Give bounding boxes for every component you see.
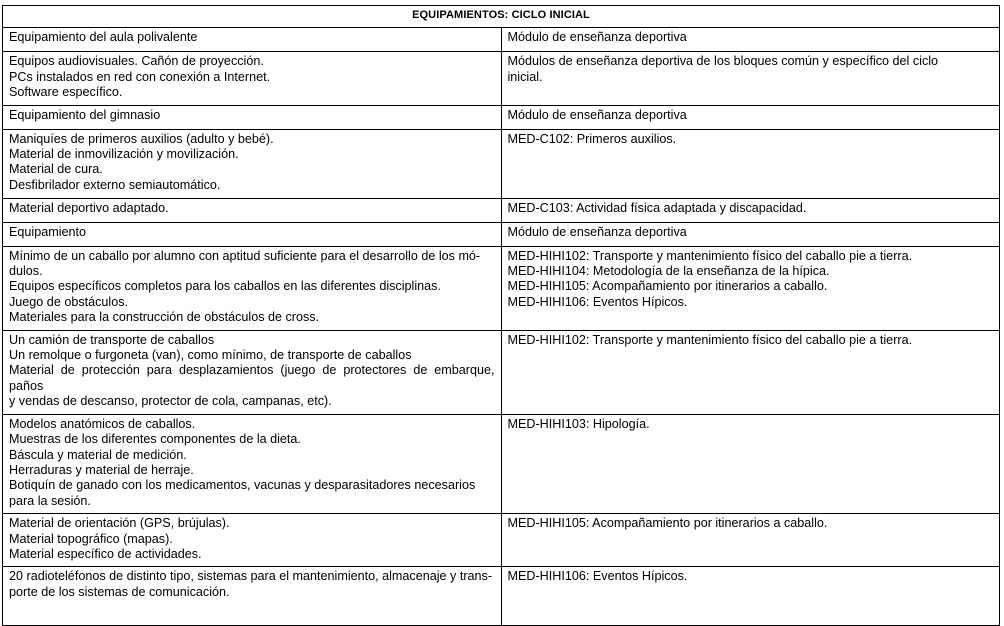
cell-text-line: MED-HIHI102: Transporte y mantenimiento físico del caballo pie a tierra. [507, 248, 913, 263]
cell-right [501, 129, 1000, 198]
cell-text-line: Módulo de enseñanza deportiva [507, 107, 687, 122]
cell-text-line: Módulo de enseñanza deportiva [507, 30, 687, 45]
table-row [3, 129, 1000, 198]
cell-left [3, 567, 502, 626]
table-row [3, 52, 1000, 105]
cell-text-line: Muestras de los diferentes componentes de la dieta. [9, 432, 301, 447]
cell-text-line: Modelos anatómicos de caballos. [9, 416, 196, 431]
cell-text-line: Material de orientación (GPS, brújulas). [9, 516, 230, 531]
cell-left [3, 330, 502, 414]
cell-text-line: Material específico de actividades. [9, 546, 202, 561]
cell-text-line: MED-HIHI105: Acompañamiento por itinerarios a caballo. [507, 279, 828, 294]
header-cell-left [3, 105, 502, 129]
table-title: EQUIPAMIENTOS: CICLO INICIAL [3, 6, 1000, 28]
header-cell-right [501, 105, 1000, 129]
cell-text-line: PCs instalados en red con conexión a Internet. [9, 69, 271, 84]
cell-text-line: MED-HIHI106: Eventos Hípicos. [507, 294, 688, 309]
table-row [3, 514, 1000, 567]
cell-left [3, 52, 502, 105]
table-row [3, 414, 1000, 513]
cell-text-line: Material de inmovilización y movilización. [9, 147, 239, 162]
table-header-row [3, 28, 1000, 52]
cell-text-line: Material deportivo adaptado. [9, 200, 169, 215]
cell-right [501, 330, 1000, 414]
cell-text-line: inicial. [507, 69, 543, 84]
cell-text-line: Material de protección para desplazamientos (juego de protectores de embarque, paños [9, 363, 495, 393]
cell-left [3, 246, 502, 330]
cell-text-line: Equipamiento del aula polivalente [9, 30, 198, 45]
cell-text-line: Equipos específicos completos para los caballos en las diferentes disciplinas. [9, 279, 441, 294]
cell-text-line: Herraduras y material de herraje. [9, 462, 194, 477]
cell-text-line: y vendas de descanso, protector de cola, campanas, etc). [9, 394, 332, 409]
cell-text-line: Material de cura. [9, 162, 103, 177]
cell-text-line: Un remolque o furgoneta (van), como mínimo, de transporte de caballos [9, 348, 412, 363]
cell-text-line: MED-C102: Primeros auxilios. [507, 131, 677, 146]
header-cell-right [501, 28, 1000, 52]
cell-text-line: MED-HIHI105: Acompañamiento por itinerarios a caballo. [507, 516, 828, 531]
cell-text-line: Módulos de enseñanza deportiva de los bloques común y específico del ciclo [507, 54, 939, 69]
cell-text-line: Material topográfico (mapas). [9, 531, 173, 546]
table-header-row [3, 105, 1000, 129]
table-row [3, 246, 1000, 330]
cell-text-line: Software específico. [9, 85, 123, 100]
cell-text-line: Materiales para la construcción de obstáculos de cross. [9, 310, 320, 325]
cell-left [3, 129, 502, 198]
cell-text-line: MED-HIHI103: Hipología. [507, 416, 650, 431]
cell-left [3, 198, 502, 222]
cell-text-line: Equipamiento del gimnasio [9, 107, 161, 122]
cell-right [501, 414, 1000, 513]
cell-text-line: Desfibrilador externo semiautomático. [9, 177, 221, 192]
cell-text-line: Botiquín de ganado con los medicamentos, vacunas y desparasitadores necesarios [9, 478, 476, 493]
table-row [3, 198, 1000, 222]
cell-text-line: Módulo de enseñanza deportiva [507, 224, 687, 239]
cell-right [501, 514, 1000, 567]
cell-text-line: dulos. [9, 264, 43, 279]
equipment-table-body [3, 6, 1000, 626]
cell-text-line: Equipamiento [9, 224, 87, 239]
cell-right [501, 246, 1000, 330]
cell-text-line: MED-HIHI102: Transporte y mantenimiento físico del caballo pie a tierra. [507, 332, 913, 347]
cell-text-line: Báscula y material de medición. [9, 447, 187, 462]
cell-right [501, 198, 1000, 222]
table-header-row [3, 222, 1000, 246]
cell-text-line: Un camión de transporte de caballos [9, 332, 215, 347]
cell-text-line: porte de los sistemas de comunicación. [9, 584, 230, 599]
cell-text-line: Maniquíes de primeros auxilios (adulto y bebé). [9, 131, 274, 146]
cell-left [3, 414, 502, 513]
table-row [3, 330, 1000, 414]
cell-text-line: para la sesión. [9, 493, 91, 508]
cell-text-line: MED-C103: Actividad física adaptada y discapacidad. [507, 200, 807, 215]
cell-text-line: Mínimo de un caballo por alumno con aptitud suficiente para el desarrollo de los mó- [9, 248, 481, 263]
cell-text-line: 20 radioteléfonos de distinto tipo, sistemas para el mantenimiento, almacenaje y trans- [9, 569, 493, 584]
cell-right [501, 567, 1000, 626]
cell-text-line: MED-HIHI106: Eventos Hípicos. [507, 569, 688, 584]
table-title-row [3, 6, 1000, 28]
cell-text-line: Equipos audiovisuales. Cañón de proyección. [9, 54, 264, 69]
header-cell-left [3, 222, 502, 246]
cell-left [3, 514, 502, 567]
header-cell-left [3, 28, 502, 52]
table-row [3, 567, 1000, 626]
cell-text-line: Juego de obstáculos. [9, 294, 129, 309]
equipment-table [2, 5, 1000, 626]
cell-right [501, 52, 1000, 105]
cell-text-line: MED-HIHI104: Metodología de la enseñanza de la hípica. [507, 264, 830, 279]
header-cell-right [501, 222, 1000, 246]
